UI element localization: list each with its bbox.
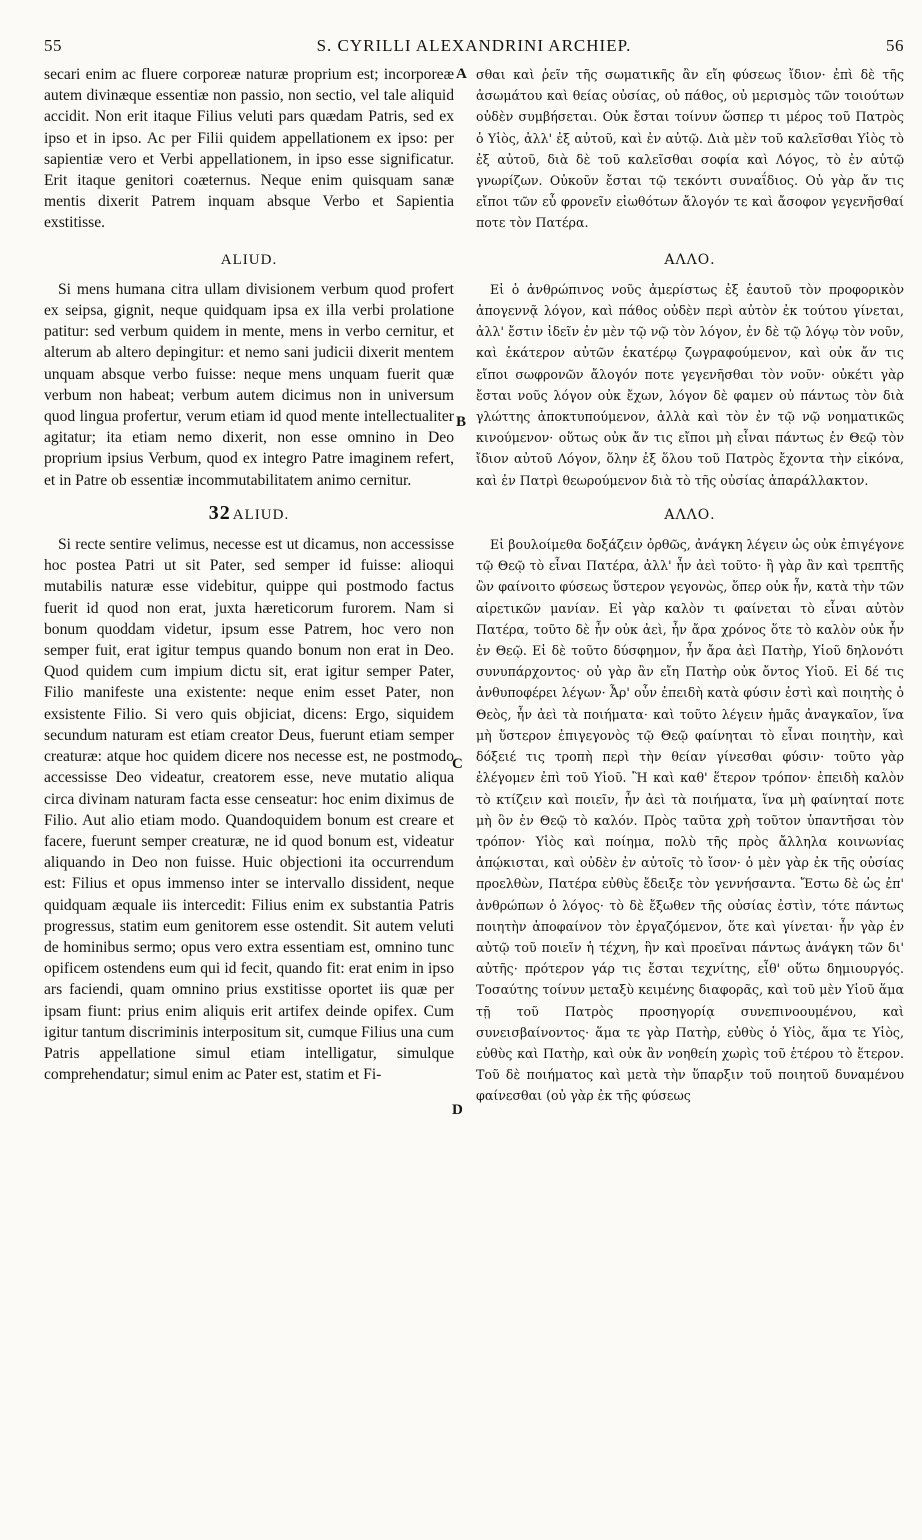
margin-letter-d: D [452,1102,463,1118]
greek-column [476,64,904,1107]
running-header [44,36,904,60]
margin-letter-c: C [452,756,463,772]
latin-heading-aliud-2 [44,503,454,526]
greek-paragraph-1: σθαι καὶ ῥεῖν τῆς σωματικῆς ἂν εἴη φύσεως ἴδιον· ἐπὶ δὲ τῆς ἀσωμάτου καὶ θείας οὐσίας, οὐ πάθος, οὐ μερισμὸς τῶν τοιούτων οὐδὲν συμβήσεται. Οὐκ ἔσται τοίνυν ὥσπερ τι μέρος τοῦ Πατρὸς ὁ Υἱὸς, ἀλλ' ἐξ αὐτοῦ, καὶ ἐν αὐτῷ. Διὰ μὲν τοῦ καλεῖσθαι Υἱὸς τὸ ἐξ αὐτοῦ, διὰ δὲ τοῦ καλεῖσθαι σοφία καὶ Λόγος, τὸ ἐν αὐτῷ γνωρίζων. Οὐκοῦν ἔσται τῷ τεκόντι συναΐδιος. Οὐ γὰρ ἄν τις εἴποι τῶν εὖ φρονεῖν εἰωθότων ἄλογόν τε καὶ ἄσοφον γεγενῆσθαί ποτε τὸν Πατέρα. [476,67,904,231]
margin-letter-b: B [456,414,467,430]
greek-heading-allo-1: ΑΛΛΟ. [664,251,716,268]
latin-heading-aliud-1: ALIUD. [220,251,278,268]
greek-paragraph-3: Εἰ βουλοίμεθα δοξάζειν ὀρθῶς, ἀνάγκη λέγειν ὡς οὐκ ἐπιγέγονε τῷ Θεῷ τὸ εἶναι Πατέρα, ἀλλ' ἦν ἀεὶ τοῦτο· ἢ γὰρ ἂν καὶ τρεπτῆς ὢν φαίνοιτο φύσεως ὕστερον γεγονὼς, ὅπερ οὐκ ἦν, κατὰ τὴν τῶν αἱρετικῶν μανίαν. Εἰ γὰρ καλὸν τι φαίνεται τὸ εἶναι αὐτὸν Πατέρα, τοῦτο δὲ ἦν οὐκ ἀεὶ, ἦν ἄρα χρόνος ὅτε τὸ καλὸν οὐκ ἦν ἐν Θεῷ. Εἰ δὲ τοῦτο δύσφημον, ἦν ἄρα ἀεὶ Πατὴρ, Υἱοῦ δηλονότι συνυπάρχοντος· οὐ γὰρ ἂν εἴη Πατὴρ οὐκ ὄντος Υἱοῦ. Εἰ δέ τις ἀνθυποφέρει λέγων· Ἆρ' οὖν ἐπειδὴ κατὰ φύσιν ἐστὶ καὶ ποιητὴς ὁ Θεὸς, ἦν ἀεὶ τὰ ποιήματα· καὶ τοῦτο λέγειν ἡμᾶς ἀναγκαῖον, ἵνα μὴ ὕστερον ἐπιγεγονὸς τῷ Θεῷ φαίνηται τὸ εἶναι ποιητὴν, καὶ δόξειέ τις τροπὴ περὶ τὴν θείαν γίνεσθαι φύσιν· τοῦτο γὰρ ἐλέγομεν ἐπὶ τοῦ Υἱοῦ. Ἢ καὶ καθ' ἕτερον τρόπον· ἐπειδὴ καλὸν τὸ κτίζειν καὶ ποιεῖν, ἦν ἀεὶ τὰ ποιήματα, ἵνα μὴ φαίνηταί ποτε μὴ ὂν ἐν Θεῷ τὸ καλόν. Πρὸς ταῦτα χρὴ τοῦτον ὑπαντῆσαι τὸν τρόπον· Υἱὸς καὶ ποίημα, πολὺ τῆς πρὸς ἄλληλα κοινωνίας ἀπῴκισται, καὶ οὐδὲν ἐν αὐτοῖς τὸ ἴσον· ὁ μὲν γὰρ ἐκ τῆς οὐσίας προελθὼν, Πατέρα εὐθὺς ἔδειξε τὸν γεννήσαντα. Ἔστω δὲ ὡς ἐπ' ἀνθρώπων ὁ λόγος· τὸ δὲ ἔξωθεν τῆς οὐσίας ἐστὶν, τότε πάντως ποιητὴν ἀποφαίνον τὸν ἐργαζόμενον, ὅτε καὶ γίνεται· ἦν γὰρ ἐν αὐτῷ τοῦ ποιεῖν ἡ τέχνη, ἣν καὶ προεῖναι πάντως ἀνάγκη τῶν δι' αὐτῆς· πρότερον γάρ τις ἔσται τεχνίτης, εἶθ' οὕτω δημιουργός. Τοσαύτης τοίνυν μεταξὺ κειμένης διαφορᾶς, καὶ τοῦ μὲν Υἱοῦ ἅμα τῇ τοῦ Πατρὸς προσηγορίᾳ συνεπινοουμένου, καὶ συνεισβαίνοντος· ἅμα τε γὰρ Πατὴρ, εὐθὺς ὁ Υἱὸς, ἅμα τε Υἱὸς, εὐθὺς καὶ Πατὴρ, καὶ οὐκ ἂν νοηθείη χωρὶς τοῦ ἑτέρου τὸ ἕτερον. Τοῦ δὲ ποιήματος καὶ μετὰ τὴν ὕπαρξιν τοῦ ποιητοῦ δυναμένου φαίνεσθαι (οὐ γὰρ ἐκ τῆς φύσεως [476,537,904,1104]
page-number-left: 55 [44,36,62,55]
latin-column [44,64,454,1085]
margin-letter-a: A [456,66,467,82]
latin-paragraph-3: Si recte sentire velimus, necesse est ut dicamus, non accessisse hoc postea Patri ut sit Pater, sed semper id fuisse: alioqui mutabilis naturæ esse videbitur, quippe qui postmodo factus fuerit id quod non erat, juxta hæreticorum furorem. Nam si bonum quoddam videtur, ipsum esse Patrem, hoc vero non semper fuit, erat igitur tempus quando bonum non erat in Deo. Quod quidem cum impium dictu sit, erat igitur semper Pater, Filio manifeste una existente: neque enim esset Pater, non exsistente Filio. Si vero quis objiciat, dicens: Ergo, siquidem secundum naturam est etiam creator Deus, fuerunt etiam semper creaturæ: atque hoc quidem dicere nos necesse est, ne postmodo accessisse Deo videatur, creatorem esse, neve mutatio aliqua circa divinam naturam facta esse censeatur: hoc enim diximus de Filio. Aut alio etiam modo. Quandoquidem bonum est creare et facere, fuerunt semper creaturæ, ne id quod bonum est, videatur aliquando in Deo non fuisse. Huic objectioni ita occurrendum est: Filius et opus immenso inter se intervallo dissident, neque quidquam æquale iis intercedit: Filius enim ex substantia Patris progressus, statim eum genitorem esse ostendit. Sit autem veluti de hominibus sermo; opus vero extra essentiam est, omnino tunc opificem ostendens eum qui id fecit, quando fit: erat enim in ipso ars faciendi, quam omnino prius exstitisse oportet iis quæ per ipsam fiunt: prius enim aliquis erit artifex deinde opifex. Cum igitur tantum discriminis interpositum sit, cumque Filius una cum Patris appellatione simul etiam intelligatur, simulque comprehendatur; simul enim ac Pater est, statim et Fi- [44,536,454,1084]
latin-heading-aliud-2-text: ALIUD. [232,506,290,523]
running-title: S. CYRILLI ALEXANDRINI ARCHIEP. [316,36,632,55]
section-number: 32 [208,501,231,524]
latin-paragraph-1: secari enim ac fluere corporeæ naturæ proprium est; incorporeæ autem divinæque essentiæ non passio, non sectio, vel tale aliquid accidit. Non erit itaque Filius veluti pars quædam Patris, sed ex ipso et in ipso. Ac per Filii quidem appellationem ex ipso: per sapientiæ vero et Verbi appellationem, in ipso esse significatur. Erit itaque genitori coæternus. Neque enim quisquam sanæ mentis dixerit Patrem inquam absque Verbo et Sapientia exstitisse. [44,66,454,232]
greek-heading-allo-2: ΑΛΛΟ. [664,506,716,523]
latin-paragraph-2: Si mens humana citra ullam divisionem verbum quod profert ex seipsa, gignit, neque quidquam ipsa ex illa verbi prolatione patitur: sed verbum quidem in mente, mens in verbo cernitur, et alterum ab altero depingitur: et nemo sani judicii dixerit mentem unquam absque verbo fuisse: neque mens unquam fuerit quæ verbum non habeat; verbum autem dicimus non in universum quod lingua profertur, verum etiam id quod mente intellectualiter agitatur; ita etiam nemo dixerit, non esse omnino in Deo proprium ipsius Verbum, quod ex integro Patre imaginem refert, et in Patre ob essentiæ incommutabilitatem animo cernitur. [44,280,454,489]
greek-paragraph-2: Εἰ ὁ ἀνθρώπινος νοῦς ἀμερίστως ἐξ ἑαυτοῦ τὸν προφορικὸν ἀπογεννᾷ λόγον, καὶ πάθος οὐδὲν περὶ αὐτὸν ἐκ τούτου γίνεται, ἀλλ' ἔστιν ἰδεῖν ἐν μὲν τῷ νῷ τὸν λόγον, ἐν δὲ τῷ λόγῳ τὸν νοῦν, καὶ ἑκάτερον αὐτῶν ἑκατέρῳ ζωγραφούμενον, καὶ οὐκ ἄν τις εἴποι σωφρονῶν ἄλογόν ποτε γεγενῆσθαι τὸν νοῦν· οὐκέτι γὰρ ἔσται νοῦς λόγον οὐκ ἔχων, λόγον δὲ φαμεν οὐ πάντως τὸν διὰ γλώττης ἀποκτυπούμενον, ἀλλὰ καὶ τὸν ἐν τῷ νῷ νοηματικῶς κινούμενον· οὕτως οὐκ ἄν τις εἴποι μὴ εἶναι πάντως ἐν Θεῷ τὸν ἴδιον αὐτοῦ Λόγον, ὅλην ἐξ ὅλου τοῦ Πατρὸς ἔχοντα τὴν εἰκόνα, καὶ ἐν Πατρὶ θεωρούμενον διὰ τὸ τῆς οὐσίας ἀπαράλλακτον. [476,281,904,488]
page-number-right: 56 [886,36,904,55]
